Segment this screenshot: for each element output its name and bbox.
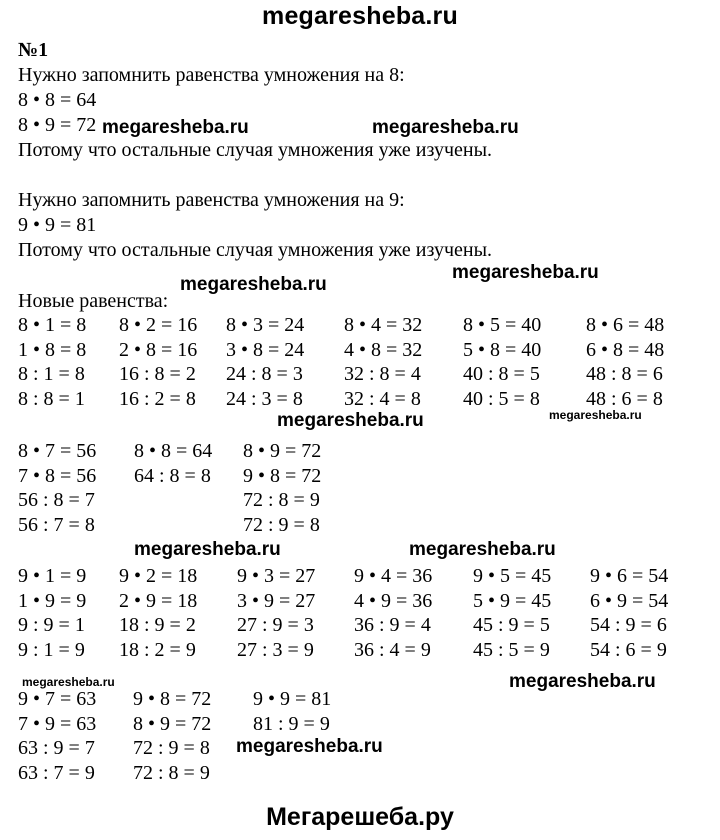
equation: 4 • 9 = 36 [354, 589, 433, 612]
intro9-line2: 9 • 9 = 81 [18, 214, 97, 236]
equation: 8 • 7 = 56 [18, 440, 97, 462]
watermark: megaresheba.ru [134, 539, 281, 560]
equation: 45 : 5 = 9 [473, 639, 550, 662]
equation: 3 • 8 = 24 [226, 338, 305, 361]
watermark: megaresheba.ru [277, 410, 424, 431]
site-footer: Мегарешеба.ру [266, 803, 454, 831]
equation: 48 : 6 = 8 [586, 388, 663, 411]
intro8-line3: 8 • 9 = 72 [18, 114, 97, 136]
intro9-line1: Нужно запомнить равенства умножения на 9: [18, 189, 405, 211]
intro8-line4: Потому что остальные случая умножения уже изучены. [18, 139, 493, 161]
equation: 8 • 9 = 72 [133, 712, 212, 735]
equation: 8 • 5 = 40 [463, 314, 542, 336]
equation: 8 : 1 = 8 [18, 363, 85, 386]
equation: 54 : 9 = 6 [590, 614, 667, 637]
equation: 32 : 4 = 8 [344, 388, 421, 411]
equation: 1 • 9 = 9 [18, 589, 87, 612]
equation: 72 : 8 = 9 [133, 762, 210, 785]
equation: 24 : 3 = 8 [226, 388, 303, 411]
watermark: megaresheba.ru [102, 117, 249, 138]
equation: 18 : 9 = 2 [119, 614, 196, 637]
equation: 8 • 6 = 48 [586, 314, 665, 336]
equation: 9 • 1 = 9 [18, 565, 87, 587]
equation: 5 • 8 = 40 [463, 338, 542, 361]
equation: 54 : 6 = 9 [590, 639, 667, 662]
task-number: №1 [18, 39, 49, 61]
watermark: megaresheba.ru [180, 274, 327, 295]
equation: 63 : 7 = 9 [18, 762, 95, 785]
equation: 72 : 9 = 8 [133, 737, 210, 760]
equation: 72 : 9 = 8 [243, 514, 320, 537]
equation: 64 : 8 = 8 [134, 464, 211, 487]
equation: 40 : 5 = 8 [463, 388, 540, 411]
new-equalities-label: Новые равенства: [18, 290, 169, 312]
equation: 18 : 2 = 9 [119, 639, 196, 662]
equation: 16 : 2 = 8 [119, 388, 196, 411]
watermark: megaresheba.ru [549, 408, 642, 422]
watermark: megaresheba.ru [509, 671, 656, 692]
equation: 36 : 9 = 4 [354, 614, 431, 637]
equation: 2 • 9 = 18 [119, 589, 198, 612]
intro8-line1: Нужно запомнить равенства умножения на 8: [18, 64, 405, 86]
equation: 45 : 9 = 5 [473, 614, 550, 637]
equation: 8 • 2 = 16 [119, 314, 198, 336]
site-header: megaresheba.ru [262, 2, 458, 30]
equation: 8 • 3 = 24 [226, 314, 305, 336]
equation: 7 • 8 = 56 [18, 464, 97, 487]
equation: 40 : 8 = 5 [463, 363, 540, 386]
watermark: megaresheba.ru [452, 262, 599, 283]
equation: 6 • 9 = 54 [590, 589, 669, 612]
equation: 9 : 1 = 9 [18, 639, 85, 662]
equation: 24 : 8 = 3 [226, 363, 303, 386]
equation: 8 • 9 = 72 [243, 440, 322, 462]
equation: 9 • 8 = 72 [133, 688, 212, 710]
equation: 36 : 4 = 9 [354, 639, 431, 662]
equation: 72 : 8 = 9 [243, 489, 320, 512]
equation: 6 • 8 = 48 [586, 338, 665, 361]
intro8-line2: 8 • 8 = 64 [18, 89, 97, 111]
watermark: megaresheba.ru [236, 736, 383, 757]
equation: 9 • 8 = 72 [243, 464, 322, 487]
equation: 3 • 9 = 27 [237, 589, 316, 612]
watermark: megaresheba.ru [409, 539, 556, 560]
equation: 2 • 8 = 16 [119, 338, 198, 361]
intro9-line3: Потому что остальные случая умножения уже изучены. [18, 239, 493, 261]
equation: 56 : 8 = 7 [18, 489, 95, 512]
equation: 8 • 8 = 64 [134, 440, 213, 462]
equation: 5 • 9 = 45 [473, 589, 552, 612]
equation: 48 : 8 = 6 [586, 363, 663, 386]
equation: 9 • 5 = 45 [473, 565, 552, 587]
equation: 16 : 8 = 2 [119, 363, 196, 386]
equation: 1 • 8 = 8 [18, 338, 87, 361]
equation: 9 • 9 = 81 [253, 688, 332, 710]
equation: 9 : 9 = 1 [18, 614, 85, 637]
equation: 27 : 3 = 9 [237, 639, 314, 662]
equation: 9 • 6 = 54 [590, 565, 669, 587]
equation: 9 • 4 = 36 [354, 565, 433, 587]
equation: 56 : 7 = 8 [18, 514, 95, 537]
watermark: megaresheba.ru [22, 675, 115, 689]
equation: 8 : 8 = 1 [18, 388, 85, 411]
watermark: megaresheba.ru [372, 117, 519, 138]
equation: 81 : 9 = 9 [253, 712, 330, 735]
equation: 27 : 9 = 3 [237, 614, 314, 637]
equation: 7 • 9 = 63 [18, 712, 97, 735]
equation: 63 : 9 = 7 [18, 737, 95, 760]
equation: 8 • 4 = 32 [344, 314, 423, 336]
equation: 9 • 7 = 63 [18, 688, 97, 710]
equation: 4 • 8 = 32 [344, 338, 423, 361]
equation: 8 • 1 = 8 [18, 314, 87, 336]
equation: 9 • 2 = 18 [119, 565, 198, 587]
equation: 9 • 3 = 27 [237, 565, 316, 587]
equation: 32 : 8 = 4 [344, 363, 421, 386]
